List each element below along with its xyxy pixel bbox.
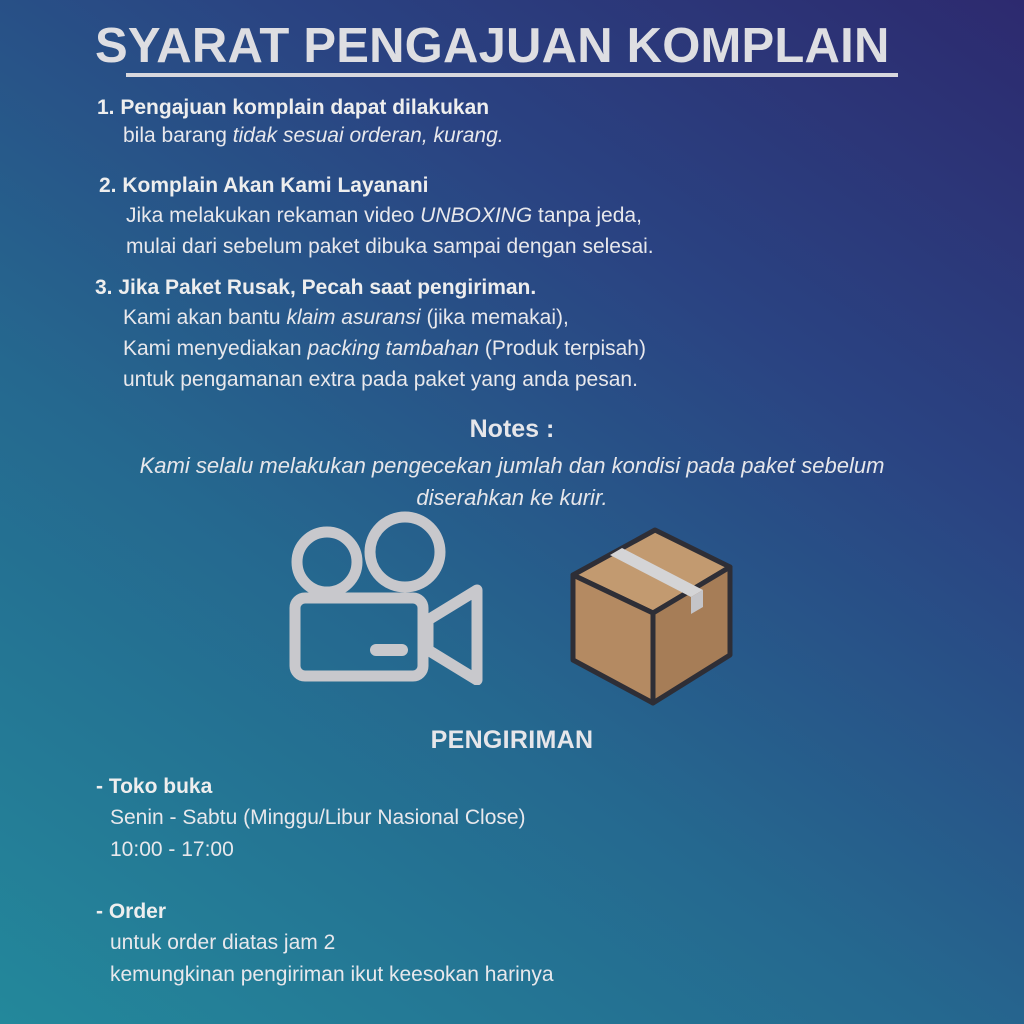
title-underline (126, 73, 898, 77)
page-title: SYARAT PENGAJUAN KOMPLAIN (95, 19, 890, 73)
term-line: untuk pengamanan extra pada paket yang anda pesan. (123, 368, 638, 391)
term-emphasis: tidak sesuai orderan, kurang. (232, 124, 504, 147)
store-hours: 10:00 - 17:00 (110, 838, 234, 861)
order-heading: - Order (96, 900, 167, 923)
term-text: Kami akan bantu (123, 306, 287, 329)
order-line: untuk order diatas jam 2 (110, 931, 336, 954)
term-emphasis: klaim asuransi (286, 306, 421, 329)
term-text: tanpa jeda, (532, 204, 642, 227)
term-text: (Produk terpisah) (479, 337, 646, 360)
store-days: Senin - Sabtu (Minggu/Libur Nasional Close) (110, 806, 526, 829)
term-text: bila barang (123, 124, 233, 147)
shipping-title: PENGIRIMAN (430, 726, 594, 754)
term-item-1 (97, 96, 504, 148)
notes-title: Notes : (469, 415, 555, 443)
package-box-icon (565, 525, 740, 710)
term-text: (jika memakai), (420, 306, 569, 329)
order-line: kemungkinan pengiriman ikut keesokan harinya (110, 963, 554, 986)
term-line (123, 124, 504, 148)
notes-text: Kami selalu melakukan pengecekan jumlah dan kondisi pada paket sebelum diserahkan ke kurir. (139, 453, 885, 510)
term-heading: 1. Pengajuan komplain dapat dilakukan (97, 96, 490, 119)
term-line: mulai dari sebelum paket dibuka sampai dengan selesai. (126, 235, 654, 258)
term-line (123, 337, 646, 361)
store-hours-heading: - Toko buka (96, 775, 213, 798)
term-item-2 (99, 174, 654, 259)
term-item-3 (95, 276, 646, 392)
term-heading: 3. Jika Paket Rusak, Pecah saat pengiriman. (95, 276, 537, 299)
term-heading: 2. Komplain Akan Kami Layanani (99, 174, 429, 197)
term-line (123, 306, 646, 330)
term-line (126, 204, 654, 228)
term-text: Jika melakukan rekaman video (126, 204, 421, 227)
term-text: Kami menyediakan (123, 337, 308, 360)
video-camera-icon (285, 510, 485, 685)
term-emphasis: packing tambahan (307, 337, 480, 360)
term-emphasis: UNBOXING (420, 204, 533, 227)
